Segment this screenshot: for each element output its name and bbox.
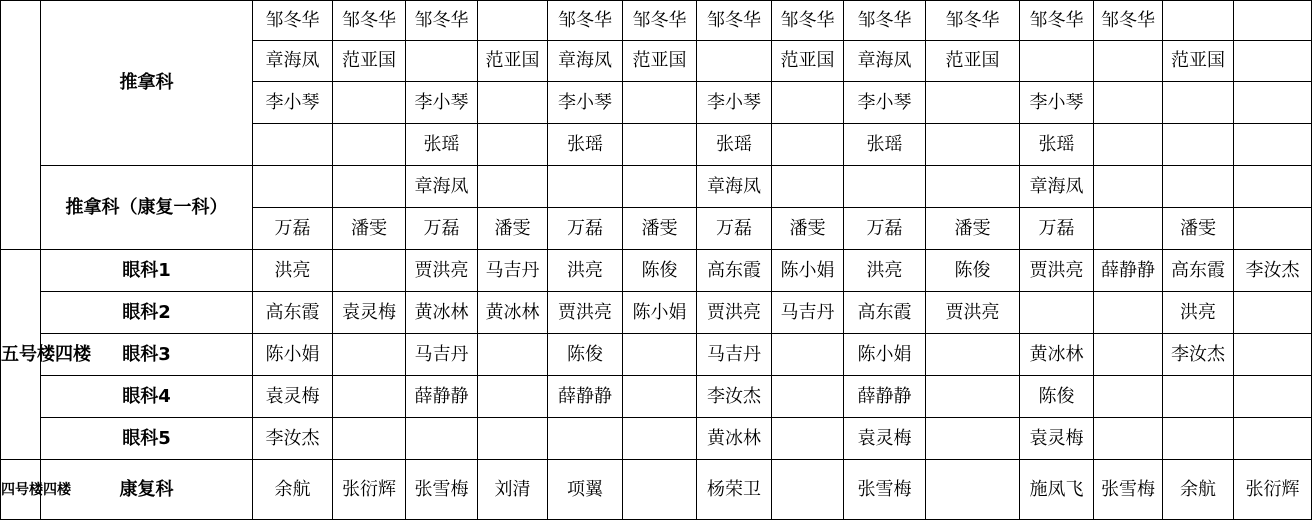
schedule-cell: 陈俊 [548,334,623,376]
schedule-cell: 李小琴 [697,82,772,124]
schedule-cell: 贾洪亮 [406,250,478,292]
schedule-cell [333,166,406,208]
schedule-cell [926,334,1020,376]
schedule-cell: 马吉丹 [478,250,548,292]
schedule-cell [406,41,478,82]
schedule-cell: 潘雯 [772,208,844,250]
schedule-cell [406,418,478,460]
table-row [1,292,1312,334]
schedule-cell [478,418,548,460]
schedule-cell: 潘雯 [478,208,548,250]
schedule-cell: 范亚国 [1163,41,1234,82]
schedule-cell [1234,166,1312,208]
schedule-cell [478,82,548,124]
schedule-cell: 高东霞 [844,292,926,334]
schedule-cell: 潘雯 [333,208,406,250]
schedule-cell [333,376,406,418]
schedule-cell: 刘清 [478,460,548,520]
schedule-cell [926,460,1020,520]
schedule-cell: 贾洪亮 [926,292,1020,334]
schedule-cell: 陈小娟 [844,334,926,376]
dept-eye2: 眼科2 [41,292,253,334]
schedule-cell: 李小琴 [406,82,478,124]
schedule-cell: 高东霞 [697,250,772,292]
schedule-cell: 潘雯 [926,208,1020,250]
schedule-cell: 万磊 [697,208,772,250]
schedule-cell: 袁灵梅 [1020,418,1094,460]
schedule-cell: 范亚国 [333,41,406,82]
schedule-cell [1234,208,1312,250]
schedule-cell [1094,334,1163,376]
schedule-cell: 薛静静 [548,376,623,418]
dept-eye1: 眼科1 [41,250,253,292]
schedule-cell [1234,334,1312,376]
schedule-cell: 项翼 [548,460,623,520]
schedule-cell [772,460,844,520]
schedule-cell: 章海凤 [406,166,478,208]
schedule-cell [1094,41,1163,82]
table-row [1,418,1312,460]
schedule-cell: 张雪梅 [1094,460,1163,520]
schedule-cell: 万磊 [548,208,623,250]
schedule-cell [1163,1,1234,41]
table-row [1,250,1312,292]
schedule-cell: 万磊 [1020,208,1094,250]
schedule-cell: 邹冬华 [333,1,406,41]
schedule-cell [1234,418,1312,460]
schedule-cell: 薛静静 [1094,250,1163,292]
schedule-cell [1094,292,1163,334]
schedule-cell [623,334,697,376]
schedule-cell [1163,124,1234,166]
schedule-cell: 范亚国 [623,41,697,82]
schedule-cell [926,376,1020,418]
schedule-cell: 高东霞 [253,292,333,334]
schedule-cell [1234,1,1312,41]
schedule-cell [333,250,406,292]
building-label-5f4: 五号楼四楼 [1,250,41,460]
schedule-cell [333,82,406,124]
schedule-cell [926,82,1020,124]
schedule-cell [333,334,406,376]
schedule-cell: 陈俊 [1020,376,1094,418]
building-label-top [1,1,41,250]
schedule-cell [772,334,844,376]
table-row [1,166,1312,208]
schedule-cell: 章海凤 [697,166,772,208]
schedule-cell: 章海凤 [253,41,333,82]
schedule-cell: 黄冰林 [406,292,478,334]
schedule-cell: 范亚国 [772,41,844,82]
schedule-cell: 潘雯 [1163,208,1234,250]
schedule-cell: 洪亮 [253,250,333,292]
dept-eye5: 眼科5 [41,418,253,460]
dept-tuina: 推拿科 [41,1,253,166]
schedule-cell: 邹冬华 [548,1,623,41]
table-row [1,460,1312,520]
schedule-cell: 张瑶 [548,124,623,166]
schedule-cell [926,418,1020,460]
schedule-cell: 陈俊 [926,250,1020,292]
schedule-cell: 洪亮 [548,250,623,292]
schedule-cell [548,166,623,208]
schedule-cell [333,124,406,166]
schedule-cell: 黄冰林 [478,292,548,334]
schedule-cell [772,418,844,460]
schedule-cell: 张雪梅 [406,460,478,520]
schedule-cell: 李小琴 [1020,82,1094,124]
schedule-cell: 施凤飞 [1020,460,1094,520]
schedule-cell: 邹冬华 [844,1,926,41]
schedule-cell: 李汝杰 [1163,334,1234,376]
schedule-cell: 薛静静 [406,376,478,418]
schedule-cell: 万磊 [406,208,478,250]
schedule-cell [1094,82,1163,124]
schedule-cell: 陈俊 [623,250,697,292]
schedule-cell: 邹冬华 [772,1,844,41]
schedule-cell: 李小琴 [548,82,623,124]
schedule-cell: 邹冬华 [1094,1,1163,41]
schedule-cell: 张瑶 [1020,124,1094,166]
schedule-cell: 袁灵梅 [333,292,406,334]
schedule-cell: 马吉丹 [772,292,844,334]
schedule-cell [772,82,844,124]
schedule-cell [1020,41,1094,82]
schedule-cell [1094,166,1163,208]
schedule-cell [478,334,548,376]
schedule-cell: 李汝杰 [1234,250,1312,292]
schedule-cell: 杨荣卫 [697,460,772,520]
schedule-cell [623,166,697,208]
schedule-cell: 贾洪亮 [548,292,623,334]
schedule-cell: 章海凤 [1020,166,1094,208]
schedule-cell [623,124,697,166]
schedule-cell: 张衍辉 [333,460,406,520]
schedule-cell: 邹冬华 [406,1,478,41]
schedule-cell [844,166,926,208]
schedule-cell: 邹冬华 [926,1,1020,41]
schedule-cell [1234,41,1312,82]
schedule-cell [1234,376,1312,418]
schedule-cell [1163,376,1234,418]
schedule-cell [253,166,333,208]
schedule-cell [1094,418,1163,460]
schedule-cell [623,376,697,418]
schedule-cell [623,82,697,124]
schedule-cell: 马吉丹 [406,334,478,376]
schedule-cell: 洪亮 [844,250,926,292]
schedule-cell: 陈小娟 [772,250,844,292]
schedule-cell: 张瑶 [844,124,926,166]
schedule-cell: 陈小娟 [253,334,333,376]
schedule-cell: 余航 [253,460,333,520]
table-row [1,376,1312,418]
schedule-cell [478,166,548,208]
schedule-cell: 张瑶 [406,124,478,166]
schedule-cell: 袁灵梅 [844,418,926,460]
table-row [1,1,1312,41]
schedule-cell: 李小琴 [253,82,333,124]
schedule-cell [772,166,844,208]
schedule-cell: 张雪梅 [844,460,926,520]
dept-tuina-rehab: 推拿科（康复一科） [41,166,253,250]
schedule-cell [1020,292,1094,334]
schedule-cell [926,124,1020,166]
schedule-cell: 邹冬华 [1020,1,1094,41]
schedule-cell [253,124,333,166]
schedule-cell [697,41,772,82]
schedule-cell [772,376,844,418]
schedule-cell [772,124,844,166]
schedule-cell [926,166,1020,208]
schedule-cell: 余航 [1163,460,1234,520]
schedule-cell [478,1,548,41]
dept-eye3: 眼科3 [41,334,253,376]
schedule-cell [548,418,623,460]
schedule-cell [333,418,406,460]
schedule-cell: 万磊 [253,208,333,250]
schedule-cell: 黄冰林 [697,418,772,460]
schedule-cell [1163,166,1234,208]
schedule-cell: 贾洪亮 [1020,250,1094,292]
schedule-cell [1234,82,1312,124]
building-label-4f4: 四号楼四楼 [1,460,41,520]
schedule-cell: 李小琴 [844,82,926,124]
schedule-cell: 李汝杰 [697,376,772,418]
schedule-cell [1094,124,1163,166]
schedule-cell: 薛静静 [844,376,926,418]
schedule-cell: 章海凤 [844,41,926,82]
schedule-cell [623,418,697,460]
schedule-cell: 陈小娟 [623,292,697,334]
schedule-cell: 袁灵梅 [253,376,333,418]
schedule-cell: 范亚国 [926,41,1020,82]
schedule-cell: 张瑶 [697,124,772,166]
schedule-cell: 洪亮 [1163,292,1234,334]
schedule-cell [1163,82,1234,124]
schedule-cell [623,460,697,520]
schedule-cell: 万磊 [844,208,926,250]
dept-eye4: 眼科4 [41,376,253,418]
schedule-cell [478,124,548,166]
schedule-cell [1094,376,1163,418]
schedule-cell: 章海凤 [548,41,623,82]
schedule-cell: 邹冬华 [253,1,333,41]
schedule-cell: 邹冬华 [697,1,772,41]
schedule-cell: 潘雯 [623,208,697,250]
schedule-cell [1234,292,1312,334]
schedule-cell: 邹冬华 [623,1,697,41]
schedule-cell [1094,208,1163,250]
schedule-cell: 高东霞 [1163,250,1234,292]
schedule-cell: 黄冰林 [1020,334,1094,376]
schedule-cell: 贾洪亮 [697,292,772,334]
schedule-cell: 张衍辉 [1234,460,1312,520]
schedule-cell: 马吉丹 [697,334,772,376]
schedule-cell: 李汝杰 [253,418,333,460]
schedule-cell: 范亚国 [478,41,548,82]
schedule-cell [1163,418,1234,460]
schedule-cell [478,376,548,418]
schedule-cell [1234,124,1312,166]
dept-rehab: 康复科 [41,460,253,520]
table-row [1,334,1312,376]
